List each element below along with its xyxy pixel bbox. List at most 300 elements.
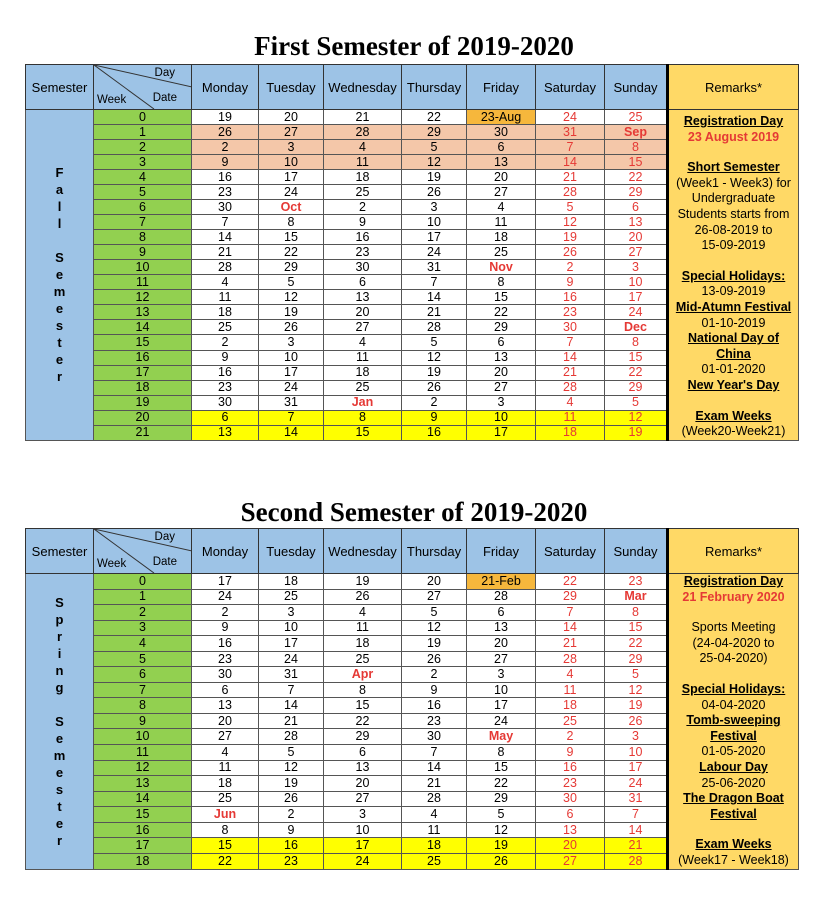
week-number: 12 [94, 760, 192, 776]
date-cell: 4 [467, 200, 536, 215]
day-header: Thursday [402, 65, 467, 110]
special-holidays-title: Special Holidays: [681, 268, 786, 283]
date-cell: 2 [192, 140, 259, 155]
day-header: Friday [467, 529, 536, 574]
date-cell: 7 [192, 215, 259, 230]
date-cell: 28 [605, 853, 668, 869]
week-number: 18 [94, 380, 192, 395]
week-number: 4 [94, 636, 192, 652]
remark-gap [669, 667, 798, 682]
date-cell: 14 [259, 698, 324, 714]
date-cell: 30 [192, 200, 259, 215]
week-number: 0 [94, 574, 192, 590]
date-cell: 6 [605, 200, 668, 215]
date-cell: 11 [192, 760, 259, 776]
date-cell: 13 [605, 215, 668, 230]
remark-gap [669, 822, 798, 837]
date-cell: 11 [536, 682, 605, 698]
date-cell: 26 [259, 320, 324, 335]
week-label: Week [97, 558, 127, 570]
week-number: 5 [94, 651, 192, 667]
header-row [26, 529, 799, 574]
date-cell: 2 [402, 395, 467, 410]
date-cell: 16 [402, 698, 467, 714]
date-cell: 15 [467, 760, 536, 776]
date-cell: 22 [259, 245, 324, 260]
date-cell: 19 [467, 838, 536, 854]
date-cell: 14 [402, 760, 467, 776]
date-cell: 9 [402, 410, 467, 425]
sports-meeting-line: Sports Meeting [691, 620, 776, 635]
date-cell: 6 [192, 410, 259, 425]
date-cell: 28 [536, 380, 605, 395]
date-cell: 3 [259, 140, 324, 155]
short-semester-line: Undergraduate [691, 191, 776, 206]
date-cell: 25 [467, 245, 536, 260]
week-number: 14 [94, 791, 192, 807]
semester-letter: S [55, 250, 64, 266]
day-header: Wednesday [324, 65, 402, 110]
week-label: Week [97, 94, 127, 106]
date-cell: 22 [605, 170, 668, 185]
date-cell: 5 [467, 807, 536, 823]
date-cell: 18 [536, 698, 605, 714]
date-cell: 27 [467, 185, 536, 200]
date-cell: 11 [324, 350, 402, 365]
date-cell: 29 [467, 791, 536, 807]
semester-letter: g [55, 679, 64, 695]
short-semester-title: Short Semester [687, 160, 780, 175]
week-number: 10 [94, 260, 192, 275]
week-number: 11 [94, 275, 192, 290]
date-cell: 17 [605, 760, 668, 776]
semester-letter: e [55, 301, 64, 317]
date-cell: 4 [324, 605, 402, 621]
date-cell: 17 [259, 636, 324, 652]
date-cell: 30 [536, 791, 605, 807]
date-cell: 8 [259, 215, 324, 230]
date-cell: 14 [192, 230, 259, 245]
date-cell: 2 [536, 729, 605, 745]
date-cell: 18 [467, 230, 536, 245]
date-cell: 20 [536, 838, 605, 854]
date-cell: 11 [467, 215, 536, 230]
date-cell: 9 [192, 155, 259, 170]
month-start-cell: Jun [192, 807, 259, 823]
holiday-name: Labour Day [699, 759, 768, 774]
remarks-header: Remarks* [668, 529, 799, 574]
date-cell: 16 [536, 760, 605, 776]
date-cell: 18 [192, 305, 259, 320]
date-cell: 4 [324, 140, 402, 155]
date-cell: 22 [605, 365, 668, 380]
date-cell: 5 [605, 667, 668, 683]
date-cell: 15 [259, 230, 324, 245]
date-cell: 31 [536, 125, 605, 140]
date-cell: 21 [192, 245, 259, 260]
day-header: Wednesday [324, 529, 402, 574]
date-cell: 24 [192, 589, 259, 605]
date-cell: 26 [192, 125, 259, 140]
date-cell: 15 [605, 620, 668, 636]
date-cell: 3 [467, 667, 536, 683]
date-cell: 24 [402, 245, 467, 260]
holiday-date: 01-10-2019 [701, 315, 766, 330]
day-header: Saturday [536, 529, 605, 574]
date-cell: 30 [192, 667, 259, 683]
date-cell: 10 [402, 215, 467, 230]
date-cell: 27 [402, 589, 467, 605]
date-cell: 6 [324, 745, 402, 761]
date-cell: 9 [192, 620, 259, 636]
date-cell: 10 [259, 620, 324, 636]
date-cell: 2 [259, 807, 324, 823]
date-cell: 25 [324, 651, 402, 667]
day-header: Sunday [605, 65, 668, 110]
semester-letter: p [55, 611, 64, 627]
holiday-date: 25-06-2020 [701, 775, 766, 790]
date-cell: 15 [192, 838, 259, 854]
date-cell: 13 [324, 760, 402, 776]
date-cell: 29 [467, 320, 536, 335]
date-cell: 18 [324, 636, 402, 652]
semester-name [26, 574, 94, 870]
date-cell: 4 [192, 745, 259, 761]
date-cell: 2 [192, 335, 259, 350]
date-cell: 27 [467, 651, 536, 667]
date-cell: 20 [402, 574, 467, 590]
date-cell: 16 [192, 170, 259, 185]
date-cell: 29 [324, 729, 402, 745]
remarks-cell [668, 110, 799, 441]
date-cell: 25 [259, 589, 324, 605]
first-semester-table [25, 64, 799, 441]
week-number: 0 [94, 110, 192, 125]
date-cell: 9 [192, 350, 259, 365]
date-cell: 21 [536, 636, 605, 652]
week-number: 10 [94, 729, 192, 745]
date-cell: 11 [324, 155, 402, 170]
date-cell: 20 [324, 305, 402, 320]
month-start-cell: Apr [324, 667, 402, 683]
week-number: 6 [94, 667, 192, 683]
week-number: 11 [94, 745, 192, 761]
date-cell: 20 [467, 170, 536, 185]
date-cell: 20 [324, 776, 402, 792]
date-cell: 11 [402, 822, 467, 838]
date-cell: 26 [467, 853, 536, 869]
exam-weeks-range: (Week20-Week21) [681, 424, 786, 439]
date-cell: 3 [402, 200, 467, 215]
date-cell: 8 [467, 275, 536, 290]
date-cell: 11 [536, 410, 605, 425]
date-cell: 9 [536, 275, 605, 290]
date-cell: 24 [605, 305, 668, 320]
date-cell: 18 [324, 365, 402, 380]
date-cell: 6 [536, 807, 605, 823]
date-cell: 26 [402, 185, 467, 200]
date-cell: 18 [259, 574, 324, 590]
date-cell: 7 [605, 807, 668, 823]
date-cell: 16 [192, 636, 259, 652]
exam-weeks-range: (Week17 - Week18) [678, 852, 789, 867]
date-cell: 7 [259, 682, 324, 698]
date-cell: 2 [324, 200, 402, 215]
week-number: 6 [94, 200, 192, 215]
date-cell: 30 [467, 125, 536, 140]
date-cell: 12 [605, 682, 668, 698]
week-number: 17 [94, 365, 192, 380]
day-header: Monday [192, 529, 259, 574]
date-cell: 30 [324, 260, 402, 275]
semester-letter [26, 696, 93, 713]
date-cell: 27 [605, 245, 668, 260]
semester-letter: F [55, 165, 64, 181]
date-cell: 14 [259, 425, 324, 440]
date-cell: 10 [324, 822, 402, 838]
date-cell: 8 [467, 745, 536, 761]
week-number: 13 [94, 776, 192, 792]
date-cell: 21 [605, 838, 668, 854]
date-cell: 24 [259, 185, 324, 200]
date-cell: 24 [467, 713, 536, 729]
semester-letter: m [53, 284, 66, 300]
short-semester-line: 26-08-2019 to [694, 222, 773, 237]
date-cell: 17 [467, 698, 536, 714]
date-cell: 25 [192, 320, 259, 335]
date-cell: 24 [536, 110, 605, 125]
date-cell: 5 [536, 200, 605, 215]
date-cell: 28 [324, 125, 402, 140]
holiday-name: Festival [710, 728, 757, 743]
date-cell: 27 [536, 853, 605, 869]
date-cell: 29 [536, 589, 605, 605]
date-cell: 18 [324, 170, 402, 185]
date-cell: 12 [402, 620, 467, 636]
month-start-cell: Jan [324, 395, 402, 410]
date-cell: 3 [324, 807, 402, 823]
holiday-date: 04-04-2020 [701, 697, 766, 712]
semester-header: Semester [26, 65, 94, 110]
date-cell: 5 [259, 745, 324, 761]
date-cell: 26 [402, 380, 467, 395]
date-cell: 23 [324, 245, 402, 260]
date-cell: 7 [536, 140, 605, 155]
date-cell: 25 [536, 713, 605, 729]
week-number: 7 [94, 215, 192, 230]
week-number: 18 [94, 853, 192, 869]
month-start-cell: May [467, 729, 536, 745]
date-cell: 2 [536, 260, 605, 275]
sports-meeting-line: 25-04-2020) [699, 651, 768, 666]
week-number: 20 [94, 410, 192, 425]
date-cell: 5 [402, 140, 467, 155]
date-cell: 2 [192, 605, 259, 621]
day-header: Thursday [402, 529, 467, 574]
date-cell: 17 [324, 838, 402, 854]
semester-letter: l [57, 216, 62, 232]
week-number: 1 [94, 589, 192, 605]
date-cell: 3 [467, 395, 536, 410]
date-cell: 19 [536, 230, 605, 245]
date-cell: 10 [259, 155, 324, 170]
date-cell: 24 [605, 776, 668, 792]
date-cell: 14 [536, 350, 605, 365]
date-cell: 24 [259, 380, 324, 395]
date-cell: 28 [192, 260, 259, 275]
holiday-name: New Year's Day [687, 377, 780, 392]
holiday-date: 01-05-2020 [701, 744, 766, 759]
date-cell: 14 [402, 290, 467, 305]
date-cell: 22 [467, 305, 536, 320]
date-cell: 8 [605, 605, 668, 621]
short-semester-line: (Week1 - Week3) for [676, 175, 791, 190]
date-cell: 12 [402, 155, 467, 170]
date-cell: 12 [402, 350, 467, 365]
date-cell: 25 [605, 110, 668, 125]
date-cell: 21 [402, 776, 467, 792]
date-cell: 7 [536, 335, 605, 350]
week-number: 15 [94, 335, 192, 350]
date-cell: 17 [192, 574, 259, 590]
day-label: Day [154, 531, 175, 543]
week-number: 2 [94, 140, 192, 155]
date-cell: 18 [536, 425, 605, 440]
date-cell: 8 [192, 822, 259, 838]
date-cell: 16 [402, 425, 467, 440]
date-cell: 19 [402, 636, 467, 652]
date-cell: 5 [402, 335, 467, 350]
date-cell: 7 [402, 275, 467, 290]
day-header: Monday [192, 65, 259, 110]
week-number: 13 [94, 305, 192, 320]
date-cell: 20 [259, 110, 324, 125]
date-cell: 19 [259, 776, 324, 792]
day-label: Day [154, 67, 175, 79]
day-header: Tuesday [259, 529, 324, 574]
date-cell: 19 [259, 305, 324, 320]
date-cell: 14 [536, 155, 605, 170]
week-number: 16 [94, 822, 192, 838]
date-cell: 4 [324, 335, 402, 350]
date-cell: 5 [402, 605, 467, 621]
exam-weeks-title: Exam Weeks [695, 837, 772, 852]
semester-letter [26, 232, 93, 249]
date-cell: 22 [536, 574, 605, 590]
date-cell: 17 [259, 365, 324, 380]
date-cell: 9 [324, 215, 402, 230]
date-cell: 23 [259, 853, 324, 869]
semester-letter: s [55, 318, 64, 334]
first-semester-title: First Semester of 2019-2020 [254, 31, 574, 61]
date-cell: 8 [324, 410, 402, 425]
week-number: 16 [94, 350, 192, 365]
date-cell: 29 [605, 651, 668, 667]
date-cell: 11 [324, 620, 402, 636]
date-cell: 28 [467, 589, 536, 605]
date-cell: 10 [467, 410, 536, 425]
date-cell: 23 [402, 713, 467, 729]
date-cell: 3 [605, 260, 668, 275]
date-cell: 25 [324, 185, 402, 200]
date-cell: 10 [259, 350, 324, 365]
week-number: 5 [94, 185, 192, 200]
date-label: Date [152, 556, 177, 568]
date-cell: 19 [192, 110, 259, 125]
date-cell: 17 [605, 290, 668, 305]
date-cell: 4 [536, 667, 605, 683]
week-number: 1 [94, 125, 192, 140]
holiday-name: Mid-Atumn Festival [675, 299, 792, 314]
semester-header: Semester [26, 529, 94, 574]
date-cell: 25 [192, 791, 259, 807]
date-cell: 8 [605, 335, 668, 350]
date-cell: 8 [324, 682, 402, 698]
semester-letter: e [55, 352, 64, 368]
week-number: 2 [94, 605, 192, 621]
semester-letter: s [55, 781, 64, 797]
date-cell: 16 [324, 230, 402, 245]
remark-gap [669, 145, 798, 160]
month-start-cell: Dec [605, 320, 668, 335]
date-cell: 31 [402, 260, 467, 275]
month-start-cell: Oct [259, 200, 324, 215]
semester-letter: n [55, 662, 64, 678]
date-cell: 20 [192, 713, 259, 729]
date-cell: 11 [192, 290, 259, 305]
holiday-name: National Day of [688, 331, 779, 346]
date-cell: 12 [605, 410, 668, 425]
date-cell: 21 [402, 305, 467, 320]
date-cell: 12 [259, 760, 324, 776]
date-cell: 31 [259, 667, 324, 683]
date-cell: 7 [536, 605, 605, 621]
date-cell: 13 [536, 822, 605, 838]
date-cell: 16 [192, 365, 259, 380]
date-cell: 12 [467, 822, 536, 838]
month-start-cell: Sep [605, 125, 668, 140]
semester-name [26, 110, 94, 441]
week-number: 9 [94, 713, 192, 729]
date-cell: 21 [536, 365, 605, 380]
date-cell: 19 [324, 574, 402, 590]
week-number: 19 [94, 395, 192, 410]
date-cell: 28 [259, 729, 324, 745]
date-cell: 15 [324, 425, 402, 440]
date-cell: 20 [467, 365, 536, 380]
month-start-cell: Mar [605, 589, 668, 605]
holiday-name: Tomb-sweeping [686, 713, 781, 728]
week-day-diagonal-header [94, 529, 192, 574]
registration-day-title: Registration Day [683, 114, 784, 128]
date-cell: 27 [324, 791, 402, 807]
semester-letter: m [53, 747, 66, 763]
date-cell: 23 [192, 651, 259, 667]
date-cell: 17 [467, 425, 536, 440]
week-number: 8 [94, 698, 192, 714]
semester-letter: r [56, 369, 63, 385]
date-cell: 20 [605, 230, 668, 245]
registration-day-date: 23 August 2019 [687, 129, 780, 144]
holiday-name: China [716, 346, 751, 361]
remark-gap [669, 605, 798, 620]
date-cell: 4 [192, 275, 259, 290]
header-row [26, 65, 799, 110]
date-cell: 9 [536, 745, 605, 761]
holiday-date: 13-09-2019 [701, 284, 766, 299]
date-cell: 6 [467, 605, 536, 621]
remark-gap [669, 394, 798, 409]
